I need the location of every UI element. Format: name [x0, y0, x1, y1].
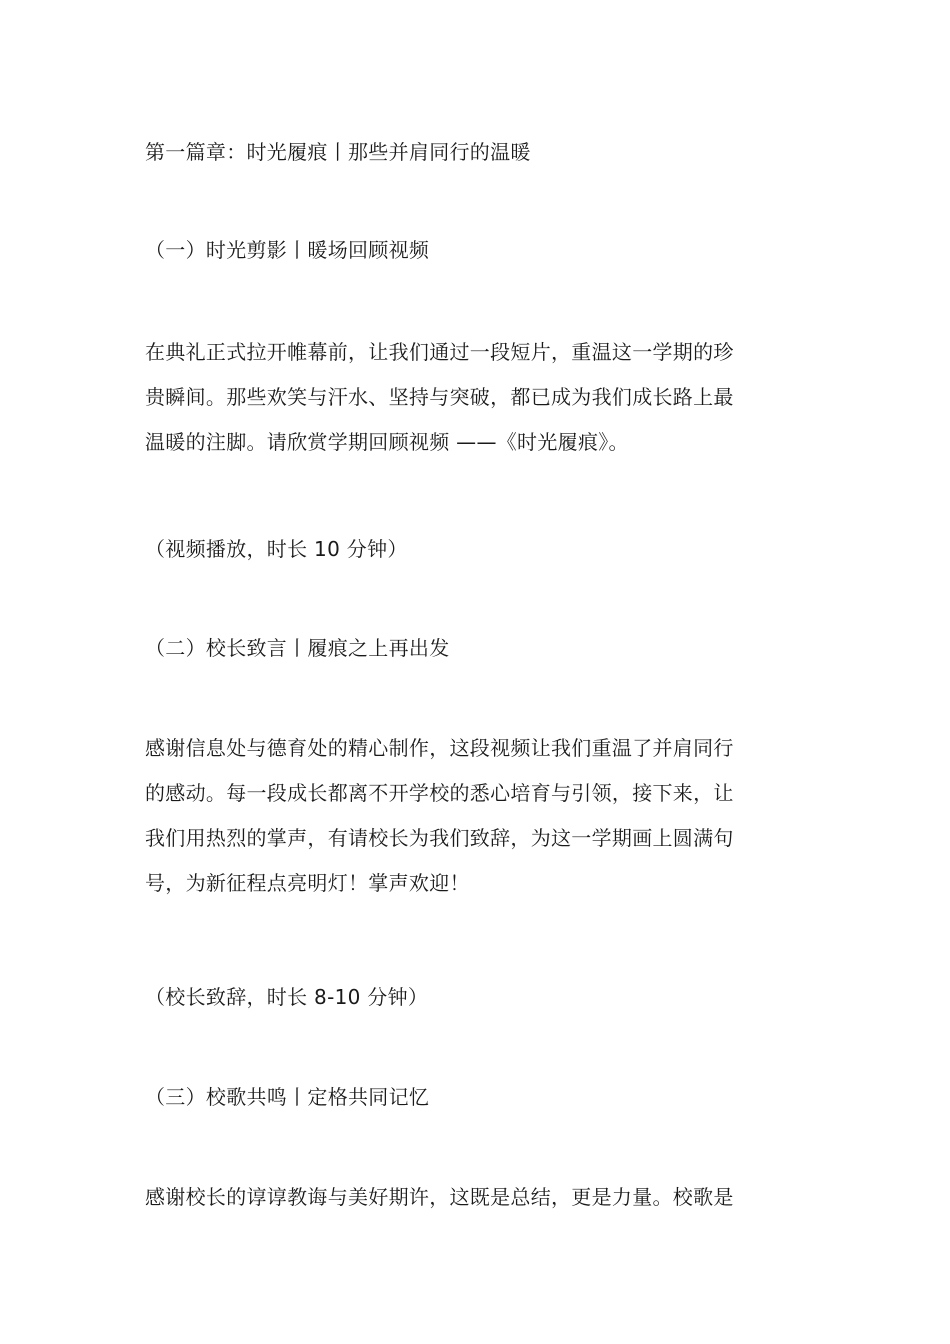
chapter-title: 第一篇章：时光履痕丨那些并肩同行的温暖	[145, 140, 531, 164]
stage-note: （视频播放，时长 10 分钟）	[145, 537, 408, 561]
section-heading: （一）时光剪影丨暖场回顾视频	[145, 238, 430, 262]
body-line: 感谢校长的谆谆教诲与美好期许，这既是总结，更是力量。校歌是	[145, 1185, 734, 1209]
body-line: 感谢信息处与德育处的精心制作，这段视频让我们重温了并肩同行	[145, 736, 734, 760]
body-line: 在典礼正式拉开帷幕前，让我们通过一段短片，重温这一学期的珍	[145, 340, 734, 364]
body-line: 我们用热烈的掌声，有请校长为我们致辞，为这一学期画上圆满句	[145, 826, 734, 850]
body-line: 号，为新征程点亮明灯！掌声欢迎！	[145, 871, 470, 895]
section-body	[145, 735, 811, 896]
section-heading: （二）校长致言丨履痕之上再出发	[145, 636, 450, 660]
section-body	[145, 339, 811, 455]
section-body	[145, 1184, 811, 1210]
body-line: 的感动。每一段成长都离不开学校的悉心培育与引领，接下来，让	[145, 781, 734, 805]
stage-note: （校长致辞，时长 8-10 分钟）	[145, 985, 429, 1009]
section-heading: （三）校歌共鸣丨定格共同记忆	[145, 1085, 430, 1109]
body-line: 温暖的注脚。请欣赏学期回顾视频 ——《时光履痕》。	[145, 430, 629, 454]
body-line: 贵瞬间。那些欢笑与汗水、坚持与突破，都已成为我们成长路上最	[145, 385, 734, 409]
